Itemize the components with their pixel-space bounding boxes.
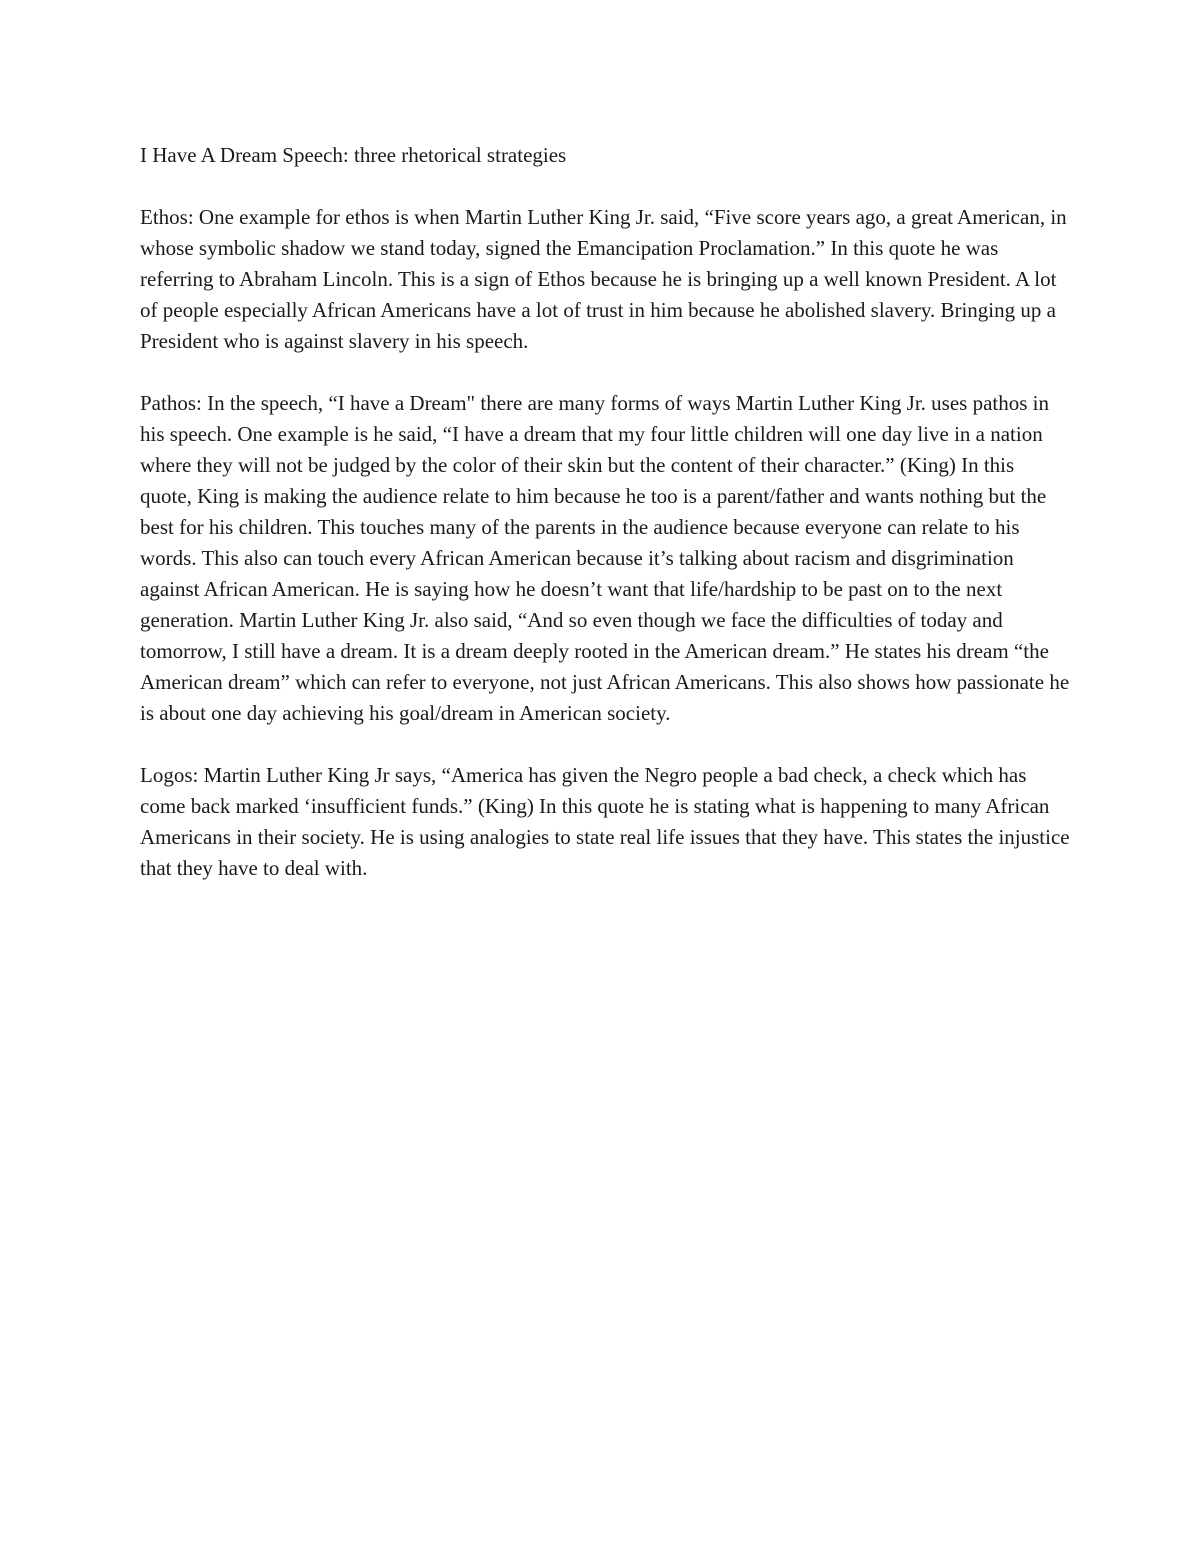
paragraph-logos: Logos: Martin Luther King Jr says, “America has given the Negro people a bad check, a check which has come back marked ‘insufficient funds.” (King) In this quote he is stating what is happening to many African Americans in their society. He is using analogies to state real life issues that they have. This states the injustice that they have to deal with.	[140, 763, 1070, 880]
paragraph-pathos: Pathos: In the speech, “I have a Dream" there are many forms of ways Martin Luther King Jr. uses pathos in his speech. One example is he said, “I have a dream that my four little children will one day live in a nation where they will not be judged by the color of their skin but the content of their character.” (King) In this quote, King is making the audience relate to him because he too is a parent/father and wants nothing but the best for his children. This touches many of the parents in the audience because everyone can relate to his words. This also can touch every African American because it’s talking about racism and disgrimination against African American. He is saying how he doesn’t want that life/hardship to be past on to the next generation. Martin Luther King Jr. also said, “And so even though we face the difficulties of today and tomorrow, I still have a dream. It is a dream deeply rooted in the American dream.” He states his dream “the American dream” which can refer to everyone, not just African Americans. This also shows how passionate he is about one day achieving his goal/dream in American society.	[140, 391, 1070, 725]
paragraph-ethos: Ethos: One example for ethos is when Martin Luther King Jr. said, “Five score years ago, a great American, in whose symbolic shadow we stand today, signed the Emancipation Proclamation.” In this quote he was referring to Abraham Lincoln. This is a sign of Ethos because he is bringing up a well known President. A lot of people especially African Americans have a lot of trust in him because he abolished slavery. Bringing up a President who is against slavery in his speech.	[140, 205, 1067, 353]
document-title: I Have A Dream Speech: three rhetorical strategies	[140, 143, 567, 167]
document-body	[140, 140, 1070, 915]
